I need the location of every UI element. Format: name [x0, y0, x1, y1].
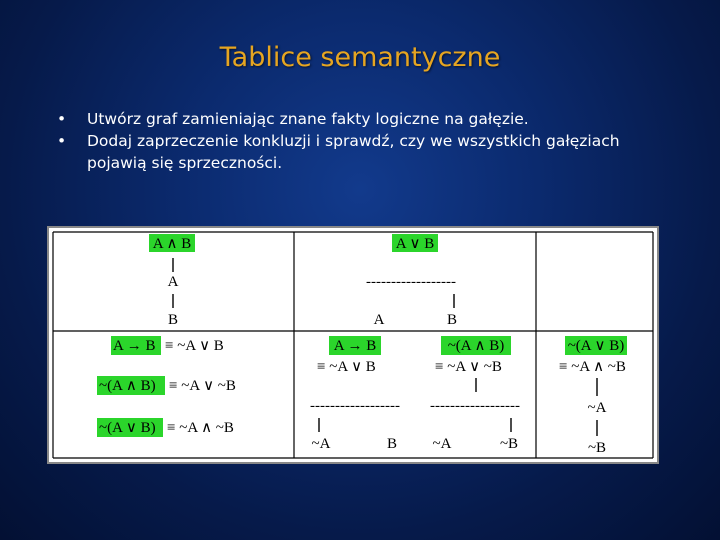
formula-a: A	[167, 274, 179, 290]
formula-b: B	[386, 436, 398, 452]
formula-b: B	[446, 312, 458, 328]
bullet-text: Utwórz graf zamieniając znane fakty logiczne na gałęzie.	[87, 110, 529, 128]
bullet-marker: •	[57, 110, 67, 128]
formula-a: A	[373, 312, 385, 328]
formula-not-b: ~B	[499, 436, 519, 452]
bullet-item	[57, 108, 677, 130]
rule-lhs: ~(A ∨ B)	[99, 420, 156, 436]
branch-dashes: ------------------	[430, 398, 520, 414]
rule-rhs: ≡ ~A ∨ ~B	[169, 378, 236, 394]
branch-dashes: ------------------	[310, 398, 400, 414]
formula-not-a: ~A	[432, 436, 452, 452]
rule-rhs: ≡ ~A ∧ ~B	[167, 420, 234, 436]
formula-not-a: ~A	[311, 436, 331, 452]
formula-b: B	[167, 312, 179, 328]
rule-lhs: A → B	[113, 338, 156, 354]
bullet-list	[57, 108, 677, 174]
formula-not-a: ~A	[587, 400, 607, 416]
formula-implication: A → B	[333, 338, 377, 354]
formula-nor: ~(A ∨ B)	[567, 338, 625, 354]
formula-nand: ~(A ∧ B)	[447, 338, 505, 354]
slide-title: Tablice semantyczne	[219, 42, 501, 73]
formula-conjunction: A ∧ B	[152, 236, 192, 252]
rule-lhs: ~(A ∧ B)	[99, 378, 156, 394]
formula-disjunction: A ∨ B	[395, 236, 435, 252]
formula-equivalent: ≡ ~A ∧ ~B	[559, 359, 626, 375]
formula-equivalent: ≡ ~A ∨ ~B	[435, 359, 502, 375]
bullet-marker: •	[57, 132, 67, 150]
bullet-text: Dodaj zaprzeczenie konkluzji i sprawdź, czy we wszystkich gałęziach pojawią się sprzeczności.	[87, 132, 620, 172]
tableau-diagram	[49, 228, 657, 462]
formula-equivalent: ≡ ~A ∨ B	[317, 359, 376, 375]
branch-dashes: ------------------	[366, 274, 456, 290]
semantic-tableau-figure	[47, 226, 659, 464]
bullet-item	[57, 130, 677, 174]
formula-not-b: ~B	[587, 440, 607, 456]
rule-rhs: ≡ ~A ∨ B	[165, 338, 224, 354]
